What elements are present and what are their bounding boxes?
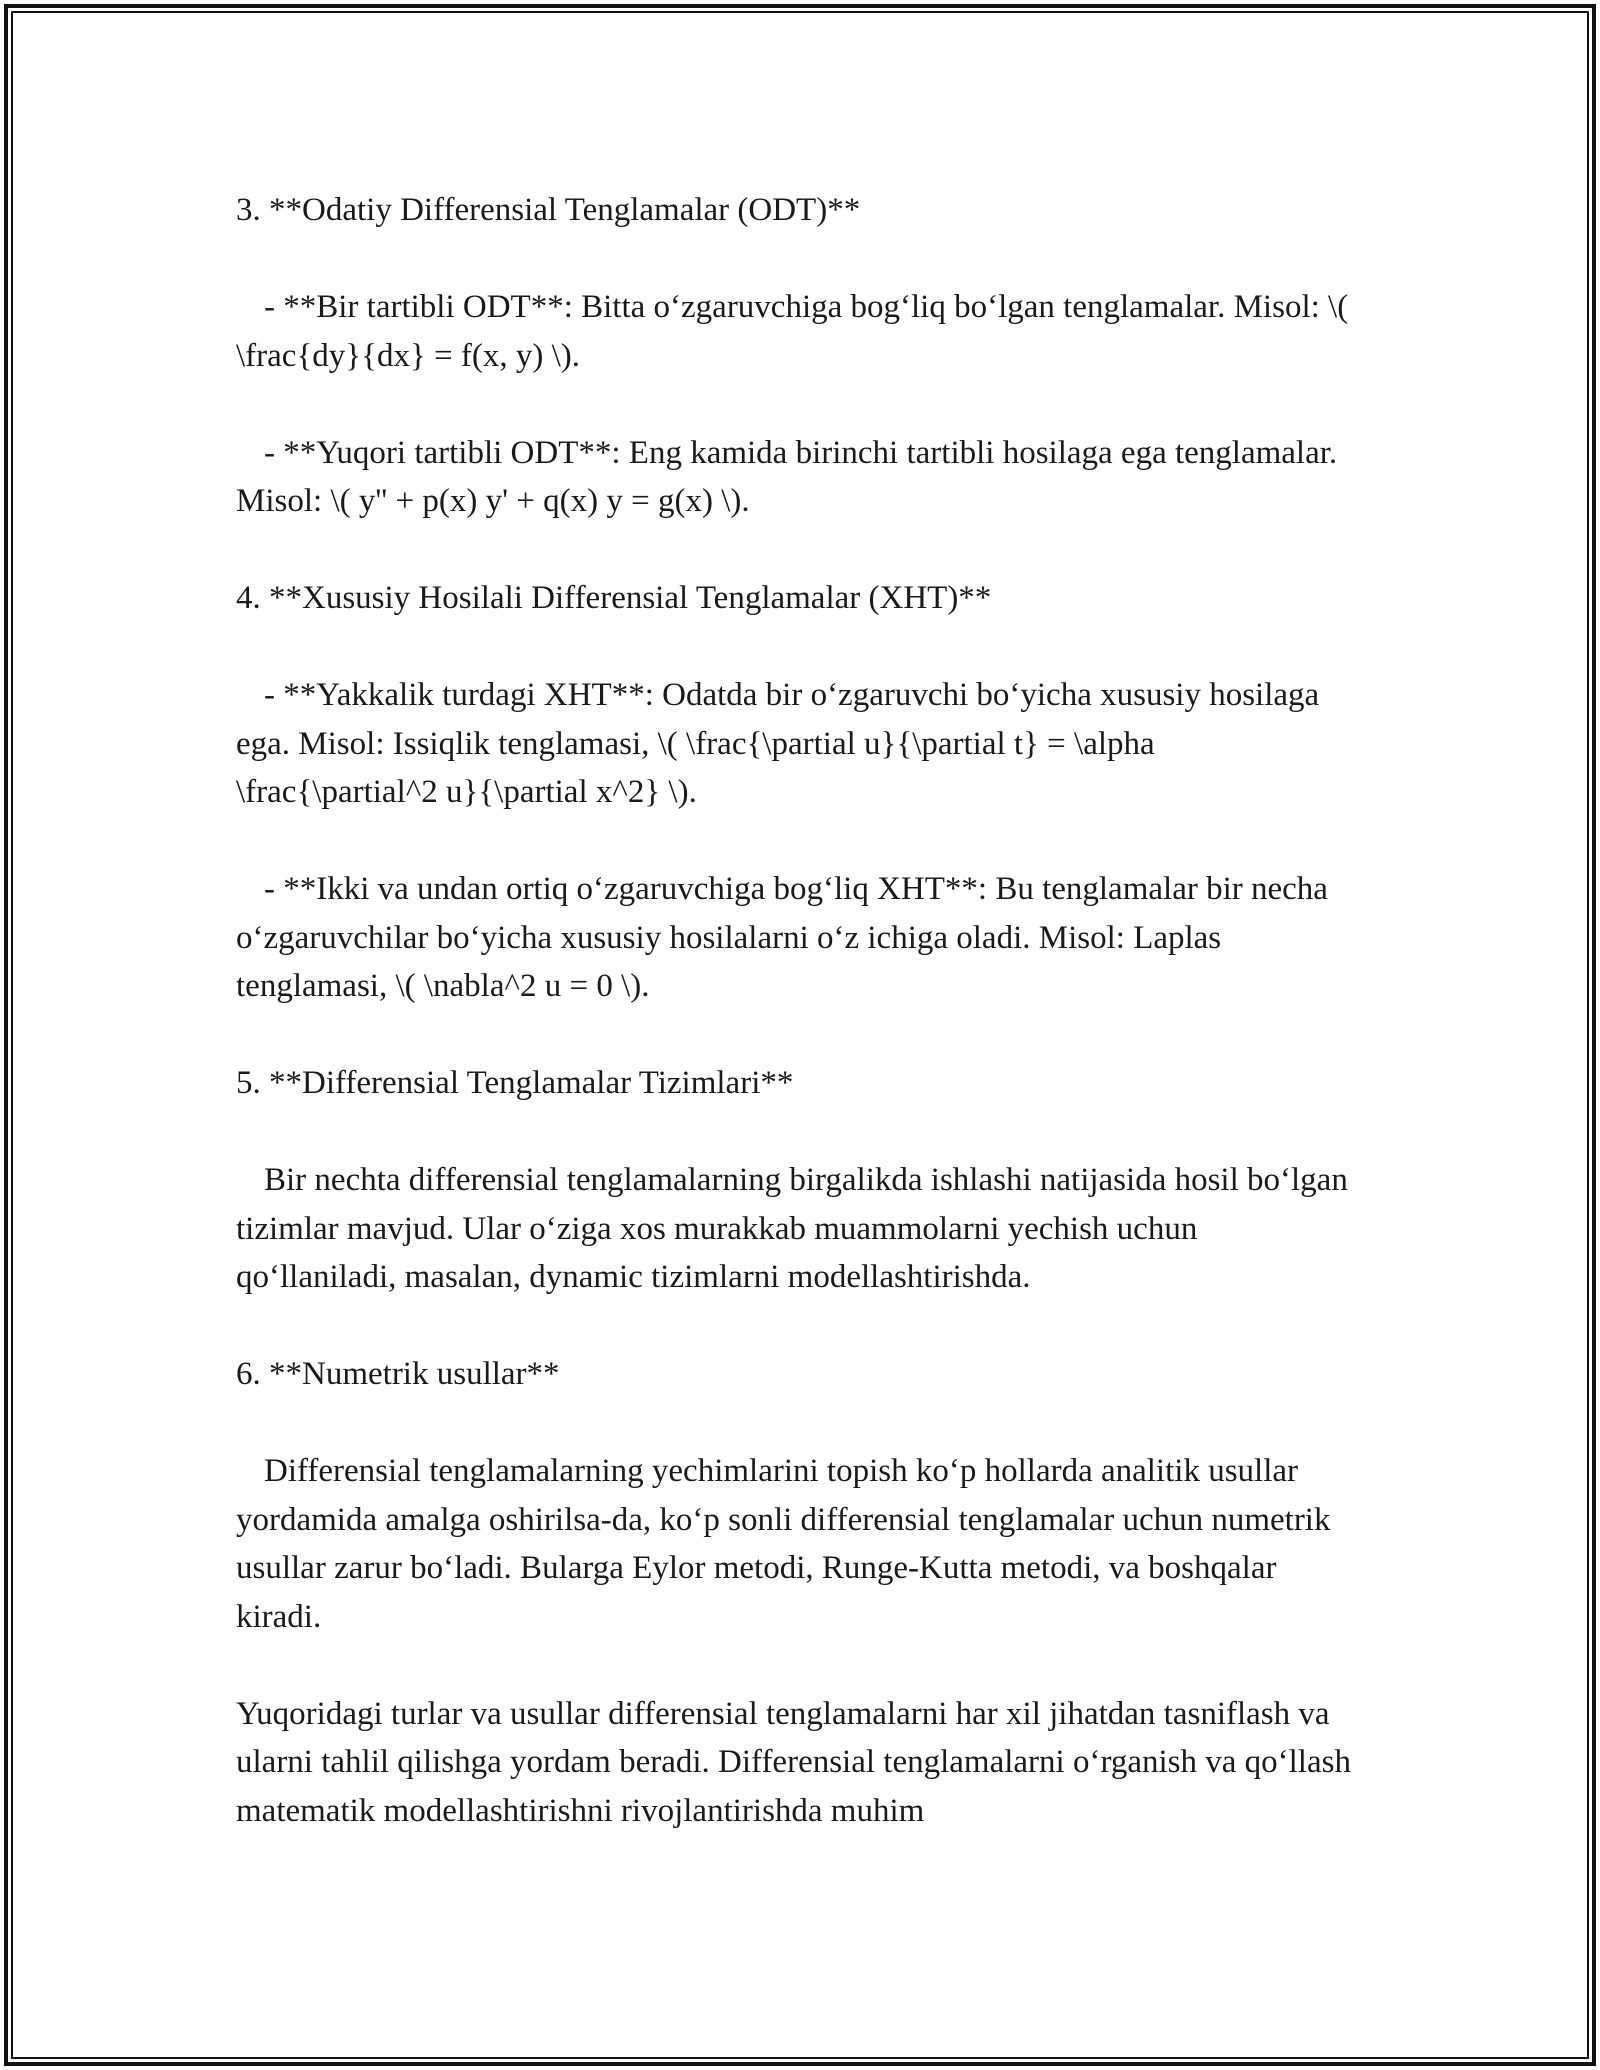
list-item-multi-variable-xht: - **Ikki va undan ortiq o‘zgaruvchiga bog‘liq XHT**: Bu tenglamalar bir necha o‘zgaruvchilar bo‘yicha xususiy hosilalarni o‘z ichiga oladi. Misol: Laplas tenglamasi, \( \nabla^2 u = 0 \). <box>236 871 1328 1004</box>
list-item-single-variable-xht: - **Yakkalik turdagi XHT**: Odatda bir o‘zgaruvchi bo‘yicha xususiy hosilaga ega. Misol: Issiqlik tenglamasi, \( \frac{\partial u}{\partial t} = \alpha \frac{\partial^2 u}{\partial x^2} \). <box>236 677 1320 810</box>
paragraph-numerical-methods: Differensial tenglamalarning yechimlarini topish ko‘p hollarda analitik usullar yordamida amalga oshirilsa-da, ko‘p sonli differensial tenglamalar uchun numetrik usullar zarur bo‘ladi. Bularga Eylor metodi, Runge-Kutta metodi, va boshqalar kiradi. <box>236 1453 1331 1635</box>
heading-systems: 5. **Differensial Tenglamalar Tizimlari** <box>236 1065 794 1101</box>
paragraph-conclusion: Yuqoridagi turlar va usullar differensial tenglamalarni har xil jihatdan tasniflash va ularni tahlil qilishga yordam beradi. Differensial tenglamalarni o‘rganish va qo‘llash matematik modellashtirishni rivojlantirishda muhim <box>236 1695 1351 1829</box>
heading-xht: 4. **Xususiy Hosilali Differensial Tenglamalar (XHT)** <box>236 580 992 616</box>
heading-odt: 3. **Odatiy Differensial Tenglamalar (ODT)** <box>236 192 861 228</box>
paragraph-systems: Bir nechta differensial tenglamalarning birgalikda ishlashi natijasida hosil bo‘lgan tizimlar mavjud. Ular o‘ziga xos murakkab muammolarni yechish uchun qo‘llaniladi, masalan, dynamic tizimlarni modellashtirishda. <box>236 1162 1348 1295</box>
document-body <box>236 186 1356 1884</box>
list-item-higher-order-odt: - **Yuqori tartibli ODT**: Eng kamida birinchi tartibli hosilaga ega tenglamalar. Misol: \( y'' + p(x) y' + q(x) y = g(x) \). <box>236 434 1338 519</box>
heading-numerical-methods: 6. **Numetrik usullar** <box>236 1356 560 1392</box>
list-item-first-order-odt: - **Bir tartibli ODT**: Bitta o‘zgaruvchiga bog‘liq bo‘lgan tenglamalar. Misol: \( \frac{dy}{dx} = f(x, y) \). <box>236 289 1349 374</box>
